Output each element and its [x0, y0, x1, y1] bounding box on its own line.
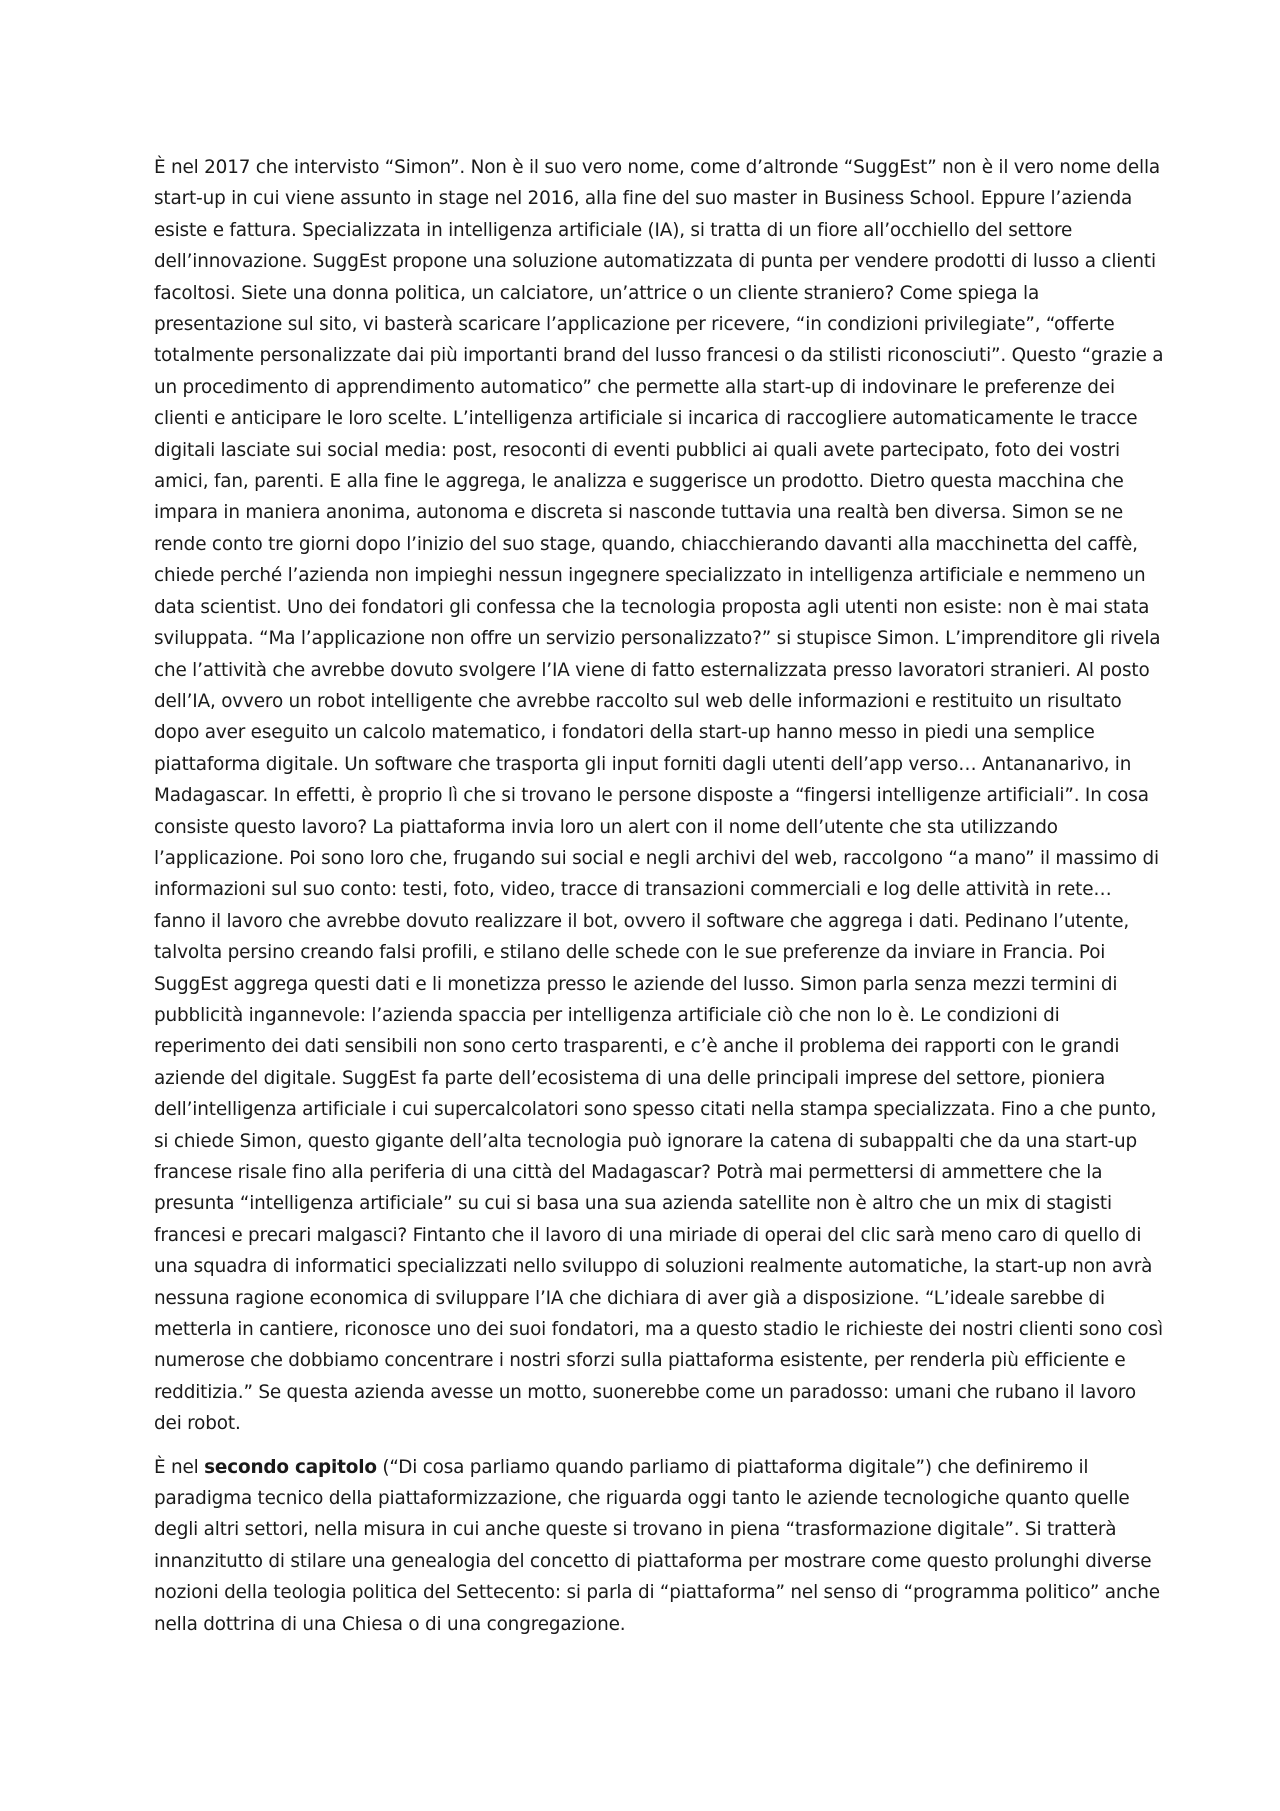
- paragraph-2-text: (“Di cosa parliamo quando parliamo di piattaforma digitale”) che definiremo il paradigma tecnico della piattaformizzazione, che riguarda oggi tanto le aziende tecnologiche quanto quelle degli altri settori, nella misura in cui anche queste si trovano in piena “trasformazione digitale”. Si tratterà innanzitutto di stilare una genealogia del concetto di piattaforma per mostrare come questo prolunghi diverse nozioni della teologia politica del Settecento: si parla di “piattaforma” nel senso di “programma politico” anche nella dottrina di una Chiesa o di una congregazione.: [154, 1456, 1160, 1635]
- paragraph-2-prefix: È nel: [154, 1456, 205, 1478]
- body-paragraph-2: [154, 1452, 1168, 1640]
- chapter-reference-bold: secondo capitolo: [204, 1456, 377, 1478]
- body-paragraph-1: È nel 2017 che intervisto “Simon”. Non è il suo vero nome, come d’altronde “SuggEst” non è il vero nome della start-up in cui viene assunto in stage nel 2016, alla fine del suo master in Business School. Eppure l’azienda esiste e fattura. Specializzata in intelligenza artificiale (IA), si tratta di un fiore all’occhiello del settore dell’innovazione. SuggEst propone una soluzione automatizzata di punta per vendere prodotti di lusso a clienti facoltosi. Siete una donna politica, un calciatore, un’attrice o un cliente straniero? Come spiega la presentazione sul sito, vi basterà scaricare l’applicazione per ricevere, “in condizioni privilegiate”, “offerte totalmente personalizzate dai più importanti brand del lusso francesi o da stilisti riconosciuti”. Questo “grazie a un procedimento di apprendimento automatico” che permette alla start-up di indovinare le preferenze dei clienti e anticipare le loro scelte. L’intelligenza artificiale si incarica di raccogliere automaticamente le tracce digitali lasciate sui social media: post, resoconti di eventi pubblici ai quali avete partecipato, foto dei vostri amici, fan, parenti. E alla fine le aggrega, le analizza e suggerisce un prodotto. Dietro questa macchina che impara in maniera anonima, autonoma e discreta si nasconde tuttavia una realtà ben diversa. Simon se ne rende conto tre giorni dopo l’inizio del suo stage, quando, chiacchierando davanti alla macchinetta del caffè, chiede perché l’azienda non impieghi nessun ingegnere specializzato in intelligenza artificiale e nemmeno un data scientist. Uno dei fondatori gli confessa che la tecnologia proposta agli utenti non esiste: non è mai stata sviluppata. “Ma l’applicazione non offre un servizio personalizzato?” si stupisce Simon. L’imprenditore gli rivela che l’attività che avrebbe dovuto svolgere l’IA viene di fatto esternalizzata presso lavoratori stranieri. Al posto dell’IA, ovvero un robot intelligente che avrebbe raccolto sul web delle informazioni e restituito un risultato dopo aver eseguito un calcolo matematico, i fondatori della start-up hanno messo in piedi una semplice piattaforma digitale. Un software che trasporta gli input forniti dagli utenti dell’app verso… Antananarivo, in Madagascar. In effetti, è proprio lì che si trovano le persone disposte a “fingersi intelligenze artificiali”. In cosa consiste questo lavoro? La piattaforma invia loro un alert con il nome dell’utente che sta utilizzando l’applicazione. Poi sono loro che, frugando sui social e negli archivi del web, raccolgono “a mano” il massimo di informazioni sul suo conto: testi, foto, video, tracce di transazioni commerciali e log delle attività in rete… fanno il lavoro che avrebbe dovuto realizzare il bot, ovvero il software che aggrega i dati. Pedinano l’utente, talvolta persino creando falsi profili, e stilano delle schede con le sue preferenze da inviare in Francia. Poi SuggEst aggrega questi dati e li monetizza presso le aziende del lusso. Simon parla senza mezzi termini di pubblicità ingannevole: l’azienda spaccia per intelligenza artificiale ciò che non lo è. Le condizioni di reperimento dei dati sensibili non sono certo trasparenti, e c’è anche il problema dei rapporti con le grandi aziende del digitale. SuggEst fa parte dell’ecosistema di una delle principali imprese del settore, pioniera dell’intelligenza artificiale i cui supercalcolatori sono spesso citati nella stampa specializzata. Fino a che punto, si chiede Simon, questo gigante dell’alta tecnologia può ignorare la catena di subappalti che da una start-up francese risale fino alla periferia di una città del Madagascar? Potrà mai permettersi di ammettere che la presunta “intelligenza artificiale” su cui si basa una sua azienda satellite non è altro che un mix di stagisti francesi e precari malgasci? Fintanto che il lavoro di una miriade di operai del clic sarà meno caro di quello di una squadra di informatici specializzati nello sviluppo di soluzioni realmente automatiche, la start-up non avrà nessuna ragione economica di sviluppare l’IA che dichiara di aver già a disposizione. “L’ideale sarebbe di metterla in cantiere, riconosce uno dei suoi fondatori, ma a questo stadio le richieste dei nostri clienti sono così numerose che dobbiamo concentrare i nostri sforzi sulla piattaforma esistente, per renderla più efficiente e redditizia.” Se questa azienda avesse un motto, suonerebbe come un paradosso: umani che rubano il lavoro dei robot.: [154, 157, 1164, 1435]
- document-body: [154, 152, 1168, 1640]
